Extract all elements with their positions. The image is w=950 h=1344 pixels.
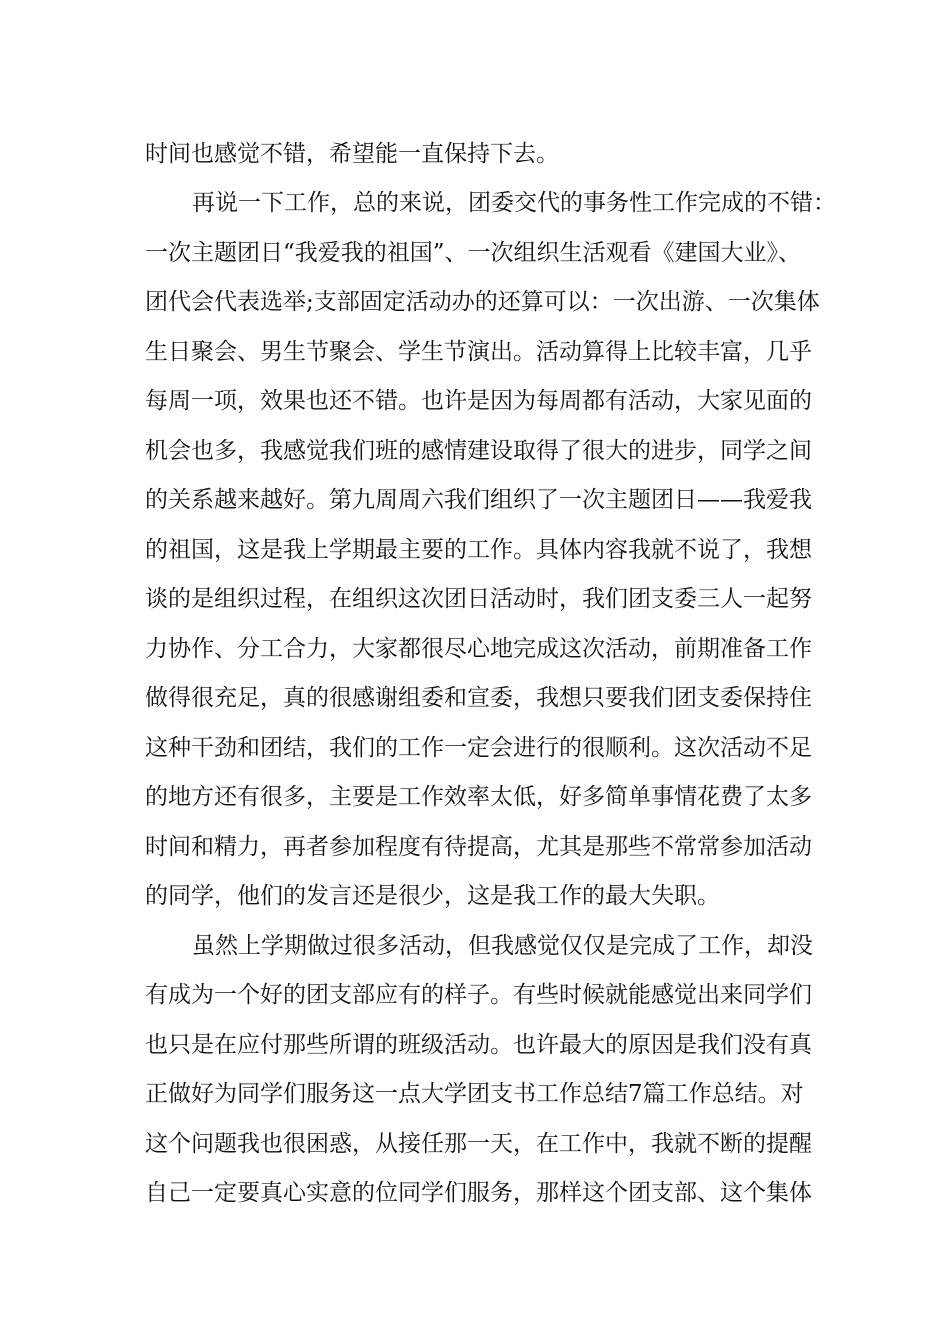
text-line: 机会也多，我感觉我们班的感情建设取得了很大的进步，同学之间 <box>145 438 812 464</box>
text-line: 生日聚会、男生节聚会、学生节演出。活动算得上比较丰富，几乎 <box>145 339 812 365</box>
text-line: 团代会代表选举;支部固定活动办的还算可以：一次出游、一次集体 <box>145 289 820 315</box>
paragraph-first-line: 再说一下工作，总的来说，团委交代的事务性工作完成的不错： <box>192 190 836 216</box>
text-line: 时间也感觉不错，希望能一直保持下去。 <box>145 141 559 167</box>
text-line: 这种干劲和团结，我们的工作一定会进行的很顺利。这次活动不足 <box>145 735 812 761</box>
text-line: 的祖国，这是我上学期最主要的工作。具体内容我就不说了，我想 <box>145 537 812 563</box>
text-line: 每周一项，效果也还不错。也许是因为每周都有活动，大家见面的 <box>145 388 812 414</box>
text-line: 这个问题我也很困惑，从接任那一天，在工作中，我就不断的提醒 <box>145 1131 812 1157</box>
text-line: 力协作、分工合力，大家都很尽心地完成这次活动，前期准备工作 <box>145 636 812 662</box>
text-line: 有成为一个好的团支部应有的样子。有些时候就能感觉出来同学们 <box>145 982 812 1008</box>
text-line: 的地方还有很多，主要是工作效率太低，好多简单事情花费了太多 <box>145 784 812 810</box>
paragraph-first-line: 虽然上学期做过很多活动，但我感觉仅仅是完成了工作，却没 <box>192 933 813 959</box>
text-line: 的同学，他们的发言还是很少，这是我工作的最大失职。 <box>145 883 720 909</box>
text-line: 也只是在应付那些所谓的班级活动。也许最大的原因是我们没有真 <box>145 1032 812 1058</box>
text-line: 时间和精力，再者参加程度有待提高，尤其是那些不常常参加活动 <box>145 834 812 860</box>
text-line: 的关系越来越好。第九周周六我们组织了一次主题团日——我爱我 <box>145 487 812 513</box>
text-line: 一次主题团日“我爱我的祖国”、一次组织生活观看《建国大业》、 <box>145 240 802 266</box>
text-line: 正做好为同学们服务这一点大学团支书工作总结7篇工作总结。对 <box>145 1081 804 1107</box>
text-line: 自己一定要真心实意的位同学们服务，那样这个团支部、这个集体 <box>145 1180 812 1206</box>
text-line: 做得很充足，真的很感谢组委和宣委，我想只要我们团支委保持住 <box>145 685 812 711</box>
text-line: 谈的是组织过程，在组织这次团日活动时，我们团支委三人一起努 <box>145 586 812 612</box>
